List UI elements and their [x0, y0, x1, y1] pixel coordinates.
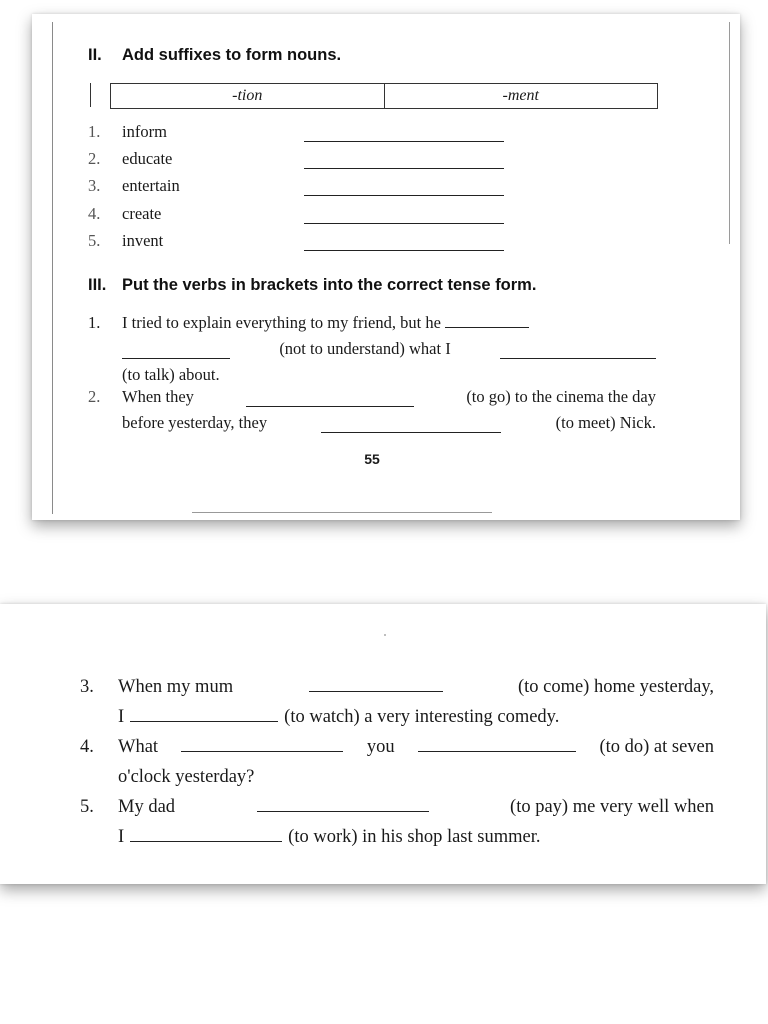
exercise-1-end: (to talk) about. [122, 365, 220, 384]
suffix-table [110, 83, 658, 109]
table-header-ment: -ment [384, 84, 658, 108]
answer-blank[interactable] [304, 209, 504, 224]
answer-blank[interactable] [246, 392, 414, 407]
page-footer-rule [192, 512, 492, 513]
answer-blank[interactable] [304, 181, 504, 196]
answer-blank[interactable] [304, 236, 504, 251]
section-2-heading [88, 46, 341, 65]
table-border [90, 83, 91, 107]
answer-blank[interactable] [304, 127, 504, 142]
answer-blank[interactable] [304, 154, 504, 169]
answer-blank[interactable] [257, 797, 429, 812]
word-item: 2. educate [88, 147, 504, 169]
word-item: 5. invent [88, 229, 504, 251]
word-item: 3. entertain [88, 174, 504, 196]
answer-blank[interactable] [309, 677, 443, 692]
section-3-title: Put the verbs in brackets into the correct tense form. [122, 276, 537, 294]
margin-rule [52, 22, 53, 514]
answer-blank[interactable] [130, 707, 278, 722]
exercise-1: 1. I tried to explain everything to my friend, but he (not to understand) what I [88, 310, 668, 388]
print-speck [384, 634, 386, 636]
answer-blank[interactable] [445, 313, 529, 328]
answer-blank[interactable] [321, 418, 501, 433]
section-3-number: III. [88, 276, 107, 294]
answer-blank[interactable] [418, 737, 576, 752]
word-item: 4. create [88, 202, 504, 224]
section-2-number: II. [88, 46, 102, 64]
word-item: 1. inform [88, 120, 504, 142]
section-2-title: Add suffixes to form nouns. [122, 46, 342, 64]
worksheet-page-top [32, 14, 740, 520]
table-header-tion: -tion [232, 87, 263, 104]
section-3-heading [88, 276, 536, 295]
page-number: 55 [364, 451, 380, 467]
margin-rule [729, 22, 730, 244]
answer-blank[interactable] [122, 344, 230, 359]
answer-blank[interactable] [500, 344, 656, 359]
answer-blank[interactable] [130, 827, 282, 842]
worksheet-page-bottom: 3. When my mum (to come) home yesterday, I (to watch) a very interesting comedy. 4. What you (to do) at seven o'clock yesterday? 5. My dad (to pay) me very well when I (to work) in his shop last summer. [0, 604, 766, 884]
exercise-2: 2. When they (to go) to the cinema the day before yesterday, they (to meet) Nick. [88, 387, 656, 432]
answer-blank[interactable] [181, 737, 343, 752]
